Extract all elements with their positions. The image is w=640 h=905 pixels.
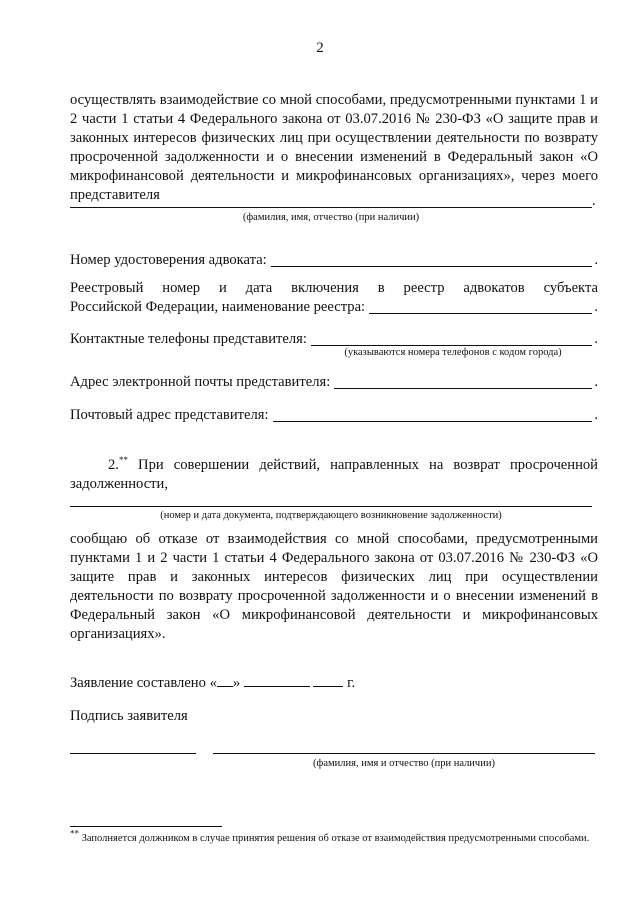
punctuation-dot: . bbox=[594, 299, 598, 315]
email-field[interactable] bbox=[334, 374, 592, 389]
lawyer-certificate-label: Номер удостоверения адвоката: bbox=[70, 252, 267, 268]
footnote-separator bbox=[70, 826, 222, 827]
date-close-quote: » bbox=[232, 675, 241, 691]
postal-label: Почтовый адрес представителя: bbox=[70, 407, 269, 423]
postal-row bbox=[70, 406, 598, 425]
date-suffix: г. bbox=[347, 675, 356, 691]
punctuation-dot: . bbox=[594, 252, 598, 268]
signature-line[interactable] bbox=[70, 753, 196, 754]
signature-fio-line[interactable] bbox=[213, 753, 595, 754]
footnote-mark: ** bbox=[70, 828, 79, 839]
lawyer-certificate-row bbox=[70, 251, 598, 270]
phones-label: Контактные телефоны представителя: bbox=[70, 331, 307, 347]
date-label: Заявление составлено « bbox=[70, 675, 217, 691]
debt-document-line[interactable] bbox=[70, 506, 592, 507]
registry-label-line2: Российской Федерации, наименование реестра: bbox=[70, 299, 366, 315]
postal-field[interactable] bbox=[273, 407, 593, 422]
paragraph-interaction-via-representative: осуществлять взаимодействие со мной способами, предусмотренными пунктами 1 и 2 части 1 статьи 4 Федерального закона от 03.07.2016 № 230-ФЗ «О защите прав и законных интересов физических лиц при осуществлении деятельности по возврату просроченной задолженности и о внесении изменений в Федеральный закон «О микрофинансовой деятельности и микрофинансовых организациях», через моего представителя bbox=[70, 92, 598, 203]
item2-text: При совершении действий, направленных на возврат просроченной задолженности, bbox=[70, 457, 598, 492]
lawyer-certificate-field[interactable] bbox=[271, 252, 593, 267]
item2-number: 2. bbox=[108, 457, 119, 473]
item2-footnote-mark: ** bbox=[118, 455, 128, 466]
representative-name-line[interactable] bbox=[70, 207, 592, 208]
paragraph-refusal: сообщаю об отказе от взаимодействия со мной способами, предусмотренными пунктами 1 и 2 части 1 статьи 4 Федерального закона от 03.07.2016 № 230-ФЗ «О защите прав и законных интересов физических лиц при осуществлении деятельности по возврату просроченной задолженности и о внесении изменений в Федеральный закон «О микрофинансовой деятельности и микрофинансовых организациях». bbox=[70, 531, 598, 642]
registry-row bbox=[70, 298, 598, 317]
punctuation-dot: . bbox=[592, 193, 596, 209]
punctuation-dot: . bbox=[594, 331, 598, 347]
item2-paragraph bbox=[70, 456, 598, 494]
date-year-field[interactable] bbox=[313, 673, 343, 687]
punctuation-dot: . bbox=[594, 407, 598, 423]
caption-phones: (указываются номера телефонов с кодом города) bbox=[344, 347, 562, 358]
punctuation-dot: . bbox=[594, 374, 598, 390]
registry-label-line1: Реестровый номер и дата включения в реестр адвокатов субъекта bbox=[70, 280, 598, 296]
caption-representative-fio: (фамилия, имя, отчество (при наличии) bbox=[242, 212, 420, 223]
phones-field[interactable] bbox=[311, 331, 592, 346]
email-row bbox=[70, 373, 598, 392]
signature-label: Подпись заявителя bbox=[70, 708, 188, 724]
email-label: Адрес электронной почты представителя: bbox=[70, 374, 331, 390]
footnote-text: Заполняется должником в случае принятия решения об отказе от взаимодействия предусмотренными способами. bbox=[81, 833, 590, 844]
date-row bbox=[70, 673, 355, 692]
date-day-field[interactable] bbox=[217, 673, 233, 687]
footnote bbox=[70, 828, 610, 845]
date-month-field[interactable] bbox=[244, 673, 310, 687]
caption-debt-document: (номер и дата документа, подтверждающего возникновение задолженности) bbox=[160, 510, 502, 521]
registry-field[interactable] bbox=[369, 299, 592, 314]
caption-signature-fio: (фамилия, имя и отчество (при наличии) bbox=[313, 758, 495, 769]
page-number: 2 bbox=[316, 40, 324, 56]
